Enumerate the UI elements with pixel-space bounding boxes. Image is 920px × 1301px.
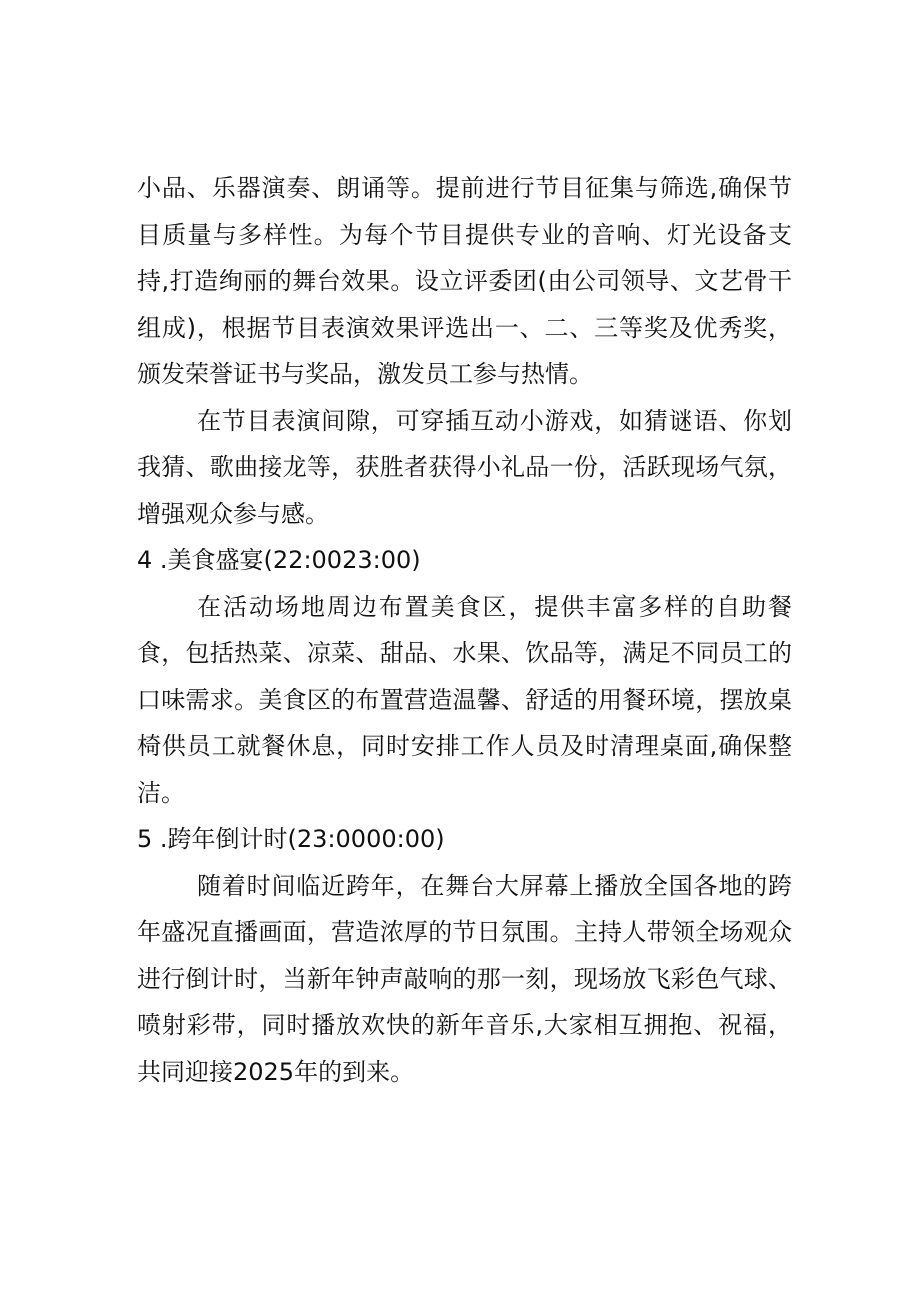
section-title: .跨年倒计时(23:0000:00) bbox=[152, 825, 445, 853]
paragraph-countdown: 随着时间临近跨年，在舞台大屏幕上播放全国各地的跨年盛况直播画面，营造浓厚的节日氛围。主持人带领全场观众进行倒计时，当新年钟声敲响的那一刻，现场放飞彩色气球、喷射彩带，同时播放欢快的新年音乐,大家相互拥抱、祝福，共同迎接2025年的到来。 bbox=[137, 871, 792, 1086]
paragraph-interactive-games: 在节目表演间隙，可穿插互动小游戏，如猜谜语、你划我猜、歌曲接龙等，获胜者获得小礼品一份，活跃现场气氛，增强观众参与感。 bbox=[137, 406, 792, 528]
section-heading-countdown bbox=[137, 816, 792, 863]
section-title: .美食盛宴(22:0023:00) bbox=[152, 546, 421, 574]
section-number: 5 bbox=[137, 825, 153, 853]
document-body bbox=[137, 165, 792, 1095]
paragraph-food-area: 在活动场地周边布置美食区，提供丰富多样的自助餐食，包括热菜、凉菜、甜品、水果、饮品等，满足不同员工的口味需求。美食区的布置营造温馨、舒适的用餐环境，摆放桌椅供员工就餐休息，同时安排工作人员及时清理桌面,确保整洁。 bbox=[137, 592, 792, 807]
paragraph-program-judging: 小品、乐器演奏、朗诵等。提前进行节目征集与筛选,确保节目质量与多样性。为每个节目提供专业的音响、灯光设备支持,打造绚丽的舞台效果。设立评委团(由公司领导、文艺骨干组成)，根据节目表演效果评选出一、二、三等奖及优秀奖，颁发荣誉证书与奖品，激发员工参与热情。 bbox=[137, 174, 792, 388]
section-number: 4 bbox=[137, 546, 153, 574]
section-heading-food-feast bbox=[137, 537, 792, 584]
